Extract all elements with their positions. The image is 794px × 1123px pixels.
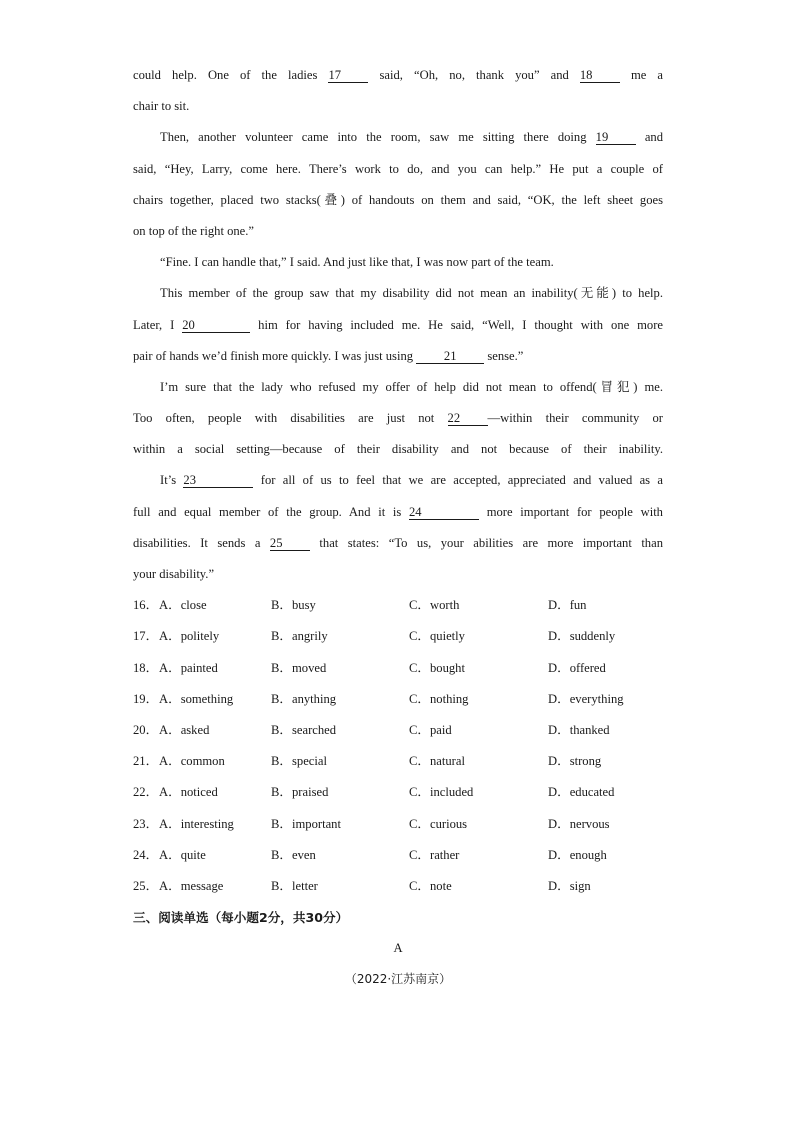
option-a[interactable]: A．common <box>159 754 225 769</box>
question-number: 18． <box>133 660 159 675</box>
passage-line <box>133 122 663 153</box>
option-c[interactable]: C．nothing <box>409 691 469 706</box>
blank-17: 17 <box>328 69 368 83</box>
option-b[interactable]: B．busy <box>271 598 316 613</box>
option-c[interactable]: C．quietly <box>409 629 465 644</box>
text: pair of hands we’d finish more quickly. I was just using <box>133 348 417 363</box>
option-b[interactable]: B．anything <box>271 691 337 706</box>
question-number: 16． <box>133 598 159 613</box>
option-c[interactable]: C．included <box>409 785 474 800</box>
option-c[interactable]: C．curious <box>409 816 468 831</box>
question-number: 24． <box>133 847 159 862</box>
option-a[interactable]: A．something <box>159 691 234 706</box>
blank-25: 25 <box>270 537 310 551</box>
option-row <box>133 590 663 621</box>
option-d[interactable]: D．educated <box>548 785 615 800</box>
option-d[interactable]: D．offered <box>548 660 606 675</box>
passage-line: I’m sure that the lady who refused my offer of help did not mean to offend(冒犯) me. <box>160 379 663 394</box>
blank-20: 20 <box>182 319 250 333</box>
option-row <box>133 653 663 684</box>
options-list <box>133 590 663 902</box>
option-b[interactable]: B．angrily <box>271 629 328 644</box>
option-row <box>133 777 663 808</box>
passage-line <box>133 60 663 91</box>
option-c[interactable]: C．rather <box>409 847 460 862</box>
option-d[interactable]: D．strong <box>548 754 602 769</box>
option-a[interactable]: A．painted <box>159 660 218 675</box>
option-a[interactable]: A．asked <box>159 722 210 737</box>
passage-line <box>133 403 663 434</box>
blank-22: 22 <box>448 412 488 426</box>
option-row <box>133 746 663 777</box>
text: and <box>635 130 663 145</box>
passage-line <box>133 497 663 528</box>
passage-line: chairs together, placed two stacks(叠) of handouts on them and said, “OK, the left sheet goes <box>133 192 663 207</box>
passage-line <box>133 528 663 559</box>
option-b[interactable]: B．searched <box>271 722 337 737</box>
option-d[interactable]: D．sign <box>548 878 591 893</box>
question-number: 21． <box>133 754 159 769</box>
option-row <box>133 809 663 840</box>
option-c[interactable]: C．bought <box>409 660 465 675</box>
passage-line: on top of the right one.” <box>133 223 255 238</box>
blank-18: 18 <box>580 69 620 83</box>
option-row <box>133 621 663 652</box>
question-number: 17． <box>133 629 159 644</box>
option-a[interactable]: A．close <box>159 598 207 613</box>
passage-line: chair to sit. <box>133 99 190 114</box>
text: Then, another volunteer came into the room, saw me sitting there doing <box>160 130 596 145</box>
option-a[interactable]: A．quite <box>159 847 206 862</box>
option-c[interactable]: C．worth <box>409 598 460 613</box>
option-row <box>133 684 663 715</box>
option-c[interactable]: C．paid <box>409 722 452 737</box>
question-number: 23． <box>133 816 159 831</box>
option-b[interactable]: B．letter <box>271 878 318 893</box>
option-d[interactable]: D．thanked <box>548 722 610 737</box>
section-heading: 三、阅读单选（每小题2分，共30分） <box>133 910 349 926</box>
option-a[interactable]: A．politely <box>159 629 220 644</box>
question-number: 20． <box>133 722 159 737</box>
option-b[interactable]: B．moved <box>271 660 327 675</box>
text: It’s <box>160 473 184 488</box>
blank-23: 23 <box>183 474 253 488</box>
question-number: 25． <box>133 878 159 893</box>
option-row <box>133 871 663 902</box>
question-number: 19． <box>133 691 159 706</box>
passage-line <box>133 465 663 496</box>
option-b[interactable]: B．praised <box>271 785 329 800</box>
option-d[interactable]: D．everything <box>548 691 624 706</box>
option-b[interactable]: B．important <box>271 816 341 831</box>
option-a[interactable]: A．noticed <box>159 785 218 800</box>
text: me a <box>619 68 663 82</box>
text: for all of us to feel that we are accepted, appreciated and valued as a <box>253 473 663 488</box>
option-d[interactable]: D．suddenly <box>548 629 616 644</box>
passage-line: “Fine. I can handle that,” I said. And just like that, I was now part of the team. <box>160 255 554 270</box>
option-row <box>133 715 663 746</box>
option-b[interactable]: B．even <box>271 847 316 862</box>
option-d[interactable]: D．enough <box>548 847 607 862</box>
document-page <box>133 60 663 996</box>
text: sense.” <box>484 348 524 363</box>
option-a[interactable]: A．interesting <box>159 816 234 831</box>
text: that states: “To us, your abilities are more important than <box>309 535 663 550</box>
blank-21: 21 <box>416 350 484 364</box>
passage-line: said, “Hey, Larry, come here. There’s work to do, and you can help.” He put a couple of <box>133 161 663 176</box>
text: said, “Oh, no, thank you” and <box>368 68 580 82</box>
option-c[interactable]: C．natural <box>409 754 465 769</box>
question-number: 22． <box>133 785 159 800</box>
blank-19: 19 <box>596 131 636 145</box>
text: Too often, people with disabilities are just not <box>133 411 448 426</box>
option-c[interactable]: C．note <box>409 878 452 893</box>
option-b[interactable]: B．special <box>271 754 327 769</box>
text: full and equal member of the group. And it is <box>133 504 409 519</box>
passage-line: This member of the group saw that my disability did not mean an inability(无能) to help. <box>160 286 663 301</box>
text: could help. One of the ladies <box>133 68 329 82</box>
text: Later, I <box>133 317 183 332</box>
passage-line: your disability.” <box>133 567 215 581</box>
text: him for having included me. He said, “Well, I thought with one more <box>250 317 663 332</box>
passage-line <box>133 341 663 372</box>
option-a[interactable]: A．message <box>159 878 224 893</box>
option-d[interactable]: D．fun <box>548 598 587 613</box>
option-d[interactable]: D．nervous <box>548 816 610 831</box>
passage-label: A <box>393 941 403 956</box>
passage-source: （2022·江苏南京） <box>344 972 452 987</box>
text: disabilities. It sends a <box>133 535 270 550</box>
blank-24: 24 <box>409 506 479 520</box>
passage-line <box>133 310 663 341</box>
text: —within their community or <box>487 411 663 426</box>
option-row <box>133 840 663 871</box>
text: more important for people with <box>479 504 663 519</box>
passage-line: within a social setting—because of their disability and not because of their inability. <box>133 442 663 457</box>
